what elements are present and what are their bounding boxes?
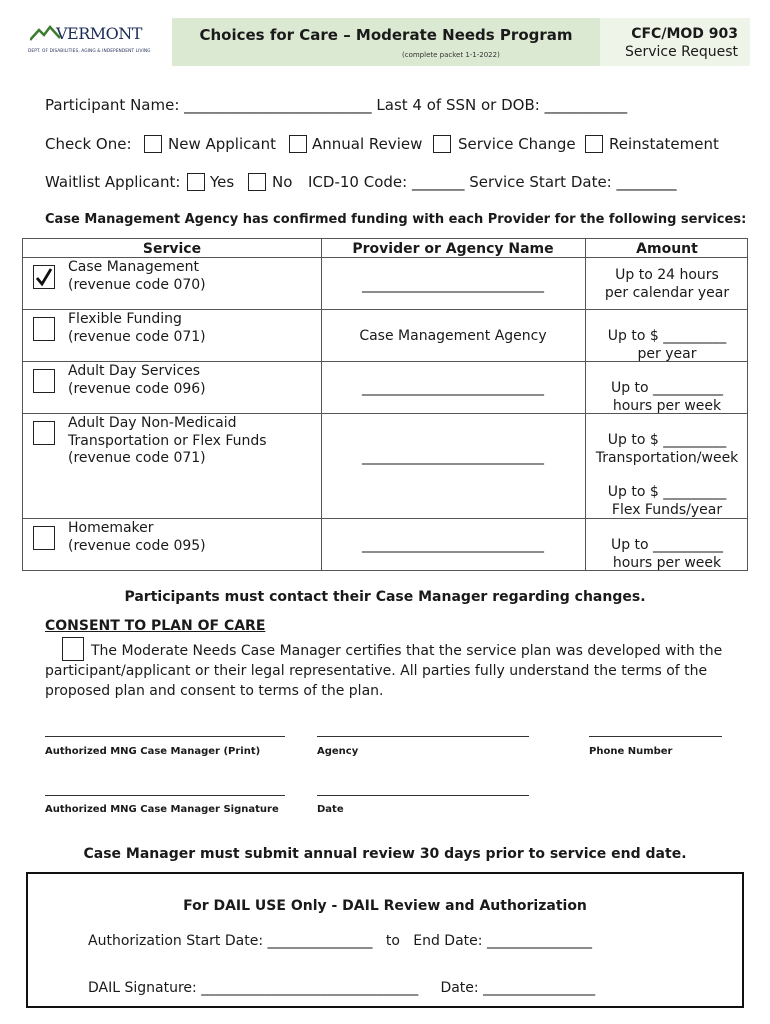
adult-day-non-medicaid-checkbox[interactable] (33, 421, 55, 445)
waitlist-yes-label: Yes (210, 173, 235, 191)
table-row-service: Case Management (revenue code 070) (68, 259, 206, 293)
manager-signature-label: Authorized MNG Case Manager Signature (45, 804, 279, 815)
table-row-service: Homemaker (revenue code 095) (68, 520, 206, 554)
table-row-amount[interactable]: Up to $ _________ per year (607, 328, 727, 362)
annual-review-checkbox[interactable] (289, 135, 307, 153)
annual-review-notice: Case Manager must submit annual review 30 days prior to service end date. (83, 846, 687, 862)
consent-text: The Moderate Needs Case Manager certifies that the service plan was developed with the participant/applicant or their legal representative. All parties fully understand the terms of the proposed plan and consent to terms of the plan. (45, 643, 723, 699)
table-row-provider[interactable]: __________________________ (362, 277, 544, 293)
amount-header: Amount (636, 241, 698, 257)
date-line[interactable] (317, 795, 529, 796)
table-row-provider[interactable]: __________________________ (362, 537, 544, 553)
check-one-label: Check One: (45, 135, 132, 153)
agency-line[interactable] (317, 736, 529, 737)
service-change-checkbox[interactable] (433, 135, 451, 153)
table-row-amount: Up to 24 hours per calendar year (604, 267, 730, 301)
annual-review-label: Annual Review (312, 135, 423, 153)
title-band (172, 18, 600, 66)
form-subtitle: (complete packet 1-1-2022) (402, 51, 500, 59)
reinstatement-label: Reinstatement (609, 135, 719, 153)
case-management-checkbox[interactable] (33, 265, 55, 289)
flexible-funding-checkbox[interactable] (33, 317, 55, 341)
agency-label: Agency (317, 746, 359, 757)
table-row-provider[interactable]: __________________________ (362, 449, 544, 465)
waitlist-yes-checkbox[interactable] (187, 173, 205, 191)
homemaker-checkbox[interactable] (33, 526, 55, 550)
table-row-amount[interactable]: Up to __________ hours per week (610, 537, 724, 571)
dail-title: For DAIL USE Only - DAIL Review and Authorization (183, 898, 587, 914)
table-row-provider[interactable]: __________________________ (362, 380, 544, 396)
date-label: Date (317, 804, 344, 815)
form-number: CFC/MOD 903 (631, 26, 738, 42)
icd-start-date-line[interactable]: ICD-10 Code: _______ Service Start Date: ________ (308, 173, 677, 191)
phone-label: Phone Number (589, 746, 673, 757)
dail-authorization-line[interactable]: Authorization Start Date: _______________ to End Date: _______________ (88, 933, 592, 949)
checkmark-icon (34, 266, 54, 288)
form-id-band (600, 18, 750, 66)
table-row-amount-flex[interactable]: Up to $ _________ Flex Funds/year (607, 484, 727, 518)
manager-print-label: Authorized MNG Case Manager (Print) (45, 746, 261, 757)
logo-text: VERMONT (56, 24, 142, 43)
table-row-service: Adult Day Non-Medicaid Transportation or Flex Funds (revenue code 071) (68, 415, 267, 466)
phone-line[interactable] (589, 736, 722, 737)
table-row-service: Flexible Funding (revenue code 071) (68, 311, 206, 345)
waitlist-no-checkbox[interactable] (248, 173, 266, 191)
consent-heading: CONSENT TO PLAN OF CARE (45, 618, 266, 634)
form-header (22, 18, 750, 66)
waitlist-label: Waitlist Applicant: (45, 173, 181, 191)
provider-header: Provider or Agency Name (352, 241, 554, 257)
manager-print-line[interactable] (45, 736, 285, 737)
manager-signature-line[interactable] (45, 795, 285, 796)
waitlist-no-label: No (272, 173, 293, 191)
service-change-label: Service Change (458, 135, 576, 153)
table-row-provider: Case Management Agency (359, 328, 547, 344)
new-applicant-checkbox[interactable] (144, 135, 162, 153)
funding-statement: Case Management Agency has confirmed funding with each Provider for the following services: (45, 212, 747, 227)
vermont-logo (22, 18, 150, 62)
reinstatement-checkbox[interactable] (585, 135, 603, 153)
form-title: Choices for Care – Moderate Needs Program (199, 26, 573, 44)
dail-use-box (26, 872, 744, 1008)
participant-name-line[interactable]: Participant Name: _________________________ Last 4 of SSN or DOB: ___________ (45, 96, 628, 114)
service-header: Service (142, 241, 202, 257)
logo-subtext: DEPT. OF DISABILITIES, AGING & INDEPENDENT LIVING (28, 49, 151, 54)
table-row-service: Adult Day Services (revenue code 096) (68, 363, 206, 397)
adult-day-services-checkbox[interactable] (33, 369, 55, 393)
dail-signature-line[interactable]: DAIL Signature: _______________________________ Date: ________________ (88, 980, 596, 996)
new-applicant-label: New Applicant (168, 135, 276, 153)
table-row-amount[interactable]: Up to $ _________ Transportation/week (595, 432, 739, 466)
services-table (22, 238, 748, 571)
form-name: Service Request (624, 44, 738, 60)
participant-notice: Participants must contact their Case Manager regarding changes. (124, 589, 646, 605)
table-row-amount[interactable]: Up to __________ hours per week (610, 380, 724, 414)
